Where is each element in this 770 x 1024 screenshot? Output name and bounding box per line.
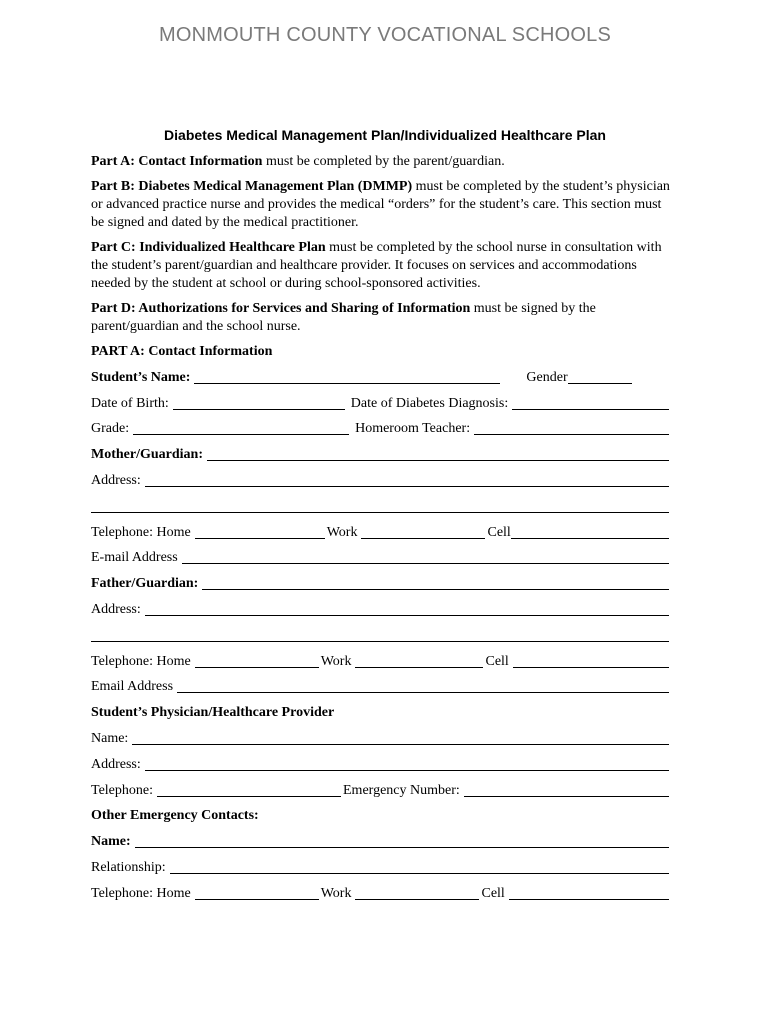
mother-telephone-home-field[interactable] [195,526,325,539]
homeroom-teacher-field[interactable] [474,422,669,435]
form-body [91,153,671,911]
dob-row [91,395,671,413]
contact-name-field[interactable] [135,835,669,848]
gender-field[interactable] [568,371,632,384]
part-d-label: Part D: Authorizations for Services and Sharing of Information [91,301,471,316]
father-cell-label: Cell [485,653,509,669]
part-a-label: Part A: Contact Information [91,154,263,169]
mother-address-field-2[interactable] [91,500,669,513]
part-a-text: must be completed by the parent/guardian. [262,154,505,169]
part-b-text: must be completed by the student’s physician or advanced practice nurse and provides the medical “orders” for the student’s care. This section must be signed and dated by the medical practitioner. [91,179,670,230]
mother-email-row [91,549,671,567]
mother-email-label: E-mail Address [91,550,178,566]
mother-telephone-row [91,524,671,542]
section-a-heading-row [91,343,671,361]
father-guardian-field[interactable] [202,577,669,590]
part-b-description [91,178,671,232]
date-of-birth-label: Date of Birth: [91,395,169,411]
physician-telephone-field[interactable] [157,784,341,797]
father-guardian-row [91,575,671,593]
contact-work-field[interactable] [355,887,479,900]
students-name-field[interactable] [194,371,500,384]
father-address-label: Address: [91,601,141,617]
grade-row [91,420,671,438]
contact-name-label: Name: [91,834,131,850]
other-contacts-heading-row [91,807,671,825]
father-telephone-home-label: Telephone: Home [91,653,191,669]
homeroom-teacher-label: Homeroom Teacher: [355,421,471,437]
father-telephone-home-field[interactable] [195,655,319,668]
part-b-label: Part B: Diabetes Medical Management Plan (DMMP) [91,179,413,194]
mother-cell-field[interactable] [511,526,669,539]
father-telephone-row [91,653,671,671]
contact-telephone-row [91,885,671,903]
father-address-row [91,601,671,619]
part-c-description [91,239,671,293]
mother-address-row-2 [91,498,671,516]
mother-guardian-label: Mother/Guardian: [91,447,203,463]
mother-work-field[interactable] [361,526,485,539]
physician-address-row [91,756,671,774]
father-address-field-2[interactable] [91,629,669,642]
relationship-row [91,859,671,877]
relationship-label: Relationship: [91,859,166,875]
father-work-label: Work [320,653,352,669]
father-email-field[interactable] [177,680,669,693]
physician-name-label: Name: [91,730,129,746]
mother-guardian-row [91,446,671,464]
contact-cell-label: Cell [481,885,505,901]
grade-field[interactable] [133,422,349,435]
father-guardian-label: Father/Guardian: [91,576,199,592]
physician-address-label: Address: [91,756,141,772]
physician-heading: Student’s Physician/Healthcare Provider [91,705,335,721]
part-a-description [91,153,671,171]
section-a-heading: PART A: Contact Information [91,344,273,359]
document-title: Diabetes Medical Management Plan/Individualized Healthcare Plan [164,127,606,143]
father-work-field[interactable] [355,655,483,668]
contact-telephone-home-label: Telephone: Home [91,885,191,901]
part-d-description [91,300,671,336]
father-address-row-2 [91,627,671,645]
contact-work-label: Work [320,885,352,901]
date-of-diagnosis-field[interactable] [512,397,669,410]
mother-work-label: Work [326,524,358,540]
physician-heading-row [91,704,671,722]
school-header: MONMOUTH COUNTY VOCATIONAL SCHOOLS [158,24,612,46]
grade-label: Grade: [91,421,130,437]
father-cell-field[interactable] [513,655,669,668]
date-of-birth-field[interactable] [173,397,345,410]
part-c-label: Part C: Individualized Healthcare Plan [91,240,326,255]
physician-telephone-row [91,782,671,800]
relationship-field[interactable] [170,861,669,874]
contact-name-row [91,833,671,851]
contact-telephone-home-field[interactable] [195,887,319,900]
physician-name-row [91,730,671,748]
mother-guardian-field[interactable] [207,448,669,461]
physician-name-field[interactable] [132,732,669,745]
mother-address-label: Address: [91,472,141,488]
gender-label: Gender [526,369,568,385]
father-address-field[interactable] [145,603,669,616]
student-name-row [91,369,671,387]
emergency-number-field[interactable] [464,784,669,797]
father-email-label: Email Address [91,679,174,695]
part-d-text: must be signed by the parent/guardian and the school nurse. [91,301,596,334]
mother-telephone-home-label: Telephone: Home [91,524,191,540]
physician-telephone-label: Telephone: [91,782,153,798]
mother-address-field[interactable] [145,474,669,487]
mother-email-field[interactable] [182,551,669,564]
mother-cell-label: Cell [487,524,511,540]
part-c-text: must be completed by the school nurse in consultation with the student’s parent/guardian and healthcare provider. It focuses on services and accommodations needed by the student at school or during school-sponsored activities. [91,240,662,291]
mother-address-row [91,472,671,490]
other-contacts-heading: Other Emergency Contacts: [91,808,259,824]
physician-address-field[interactable] [145,758,669,771]
emergency-number-label: Emergency Number: [343,782,460,798]
father-email-row [91,678,671,696]
contact-cell-field[interactable] [509,887,669,900]
date-of-diagnosis-label: Date of Diabetes Diagnosis: [350,395,509,411]
students-name-label: Student’s Name: [91,369,191,385]
